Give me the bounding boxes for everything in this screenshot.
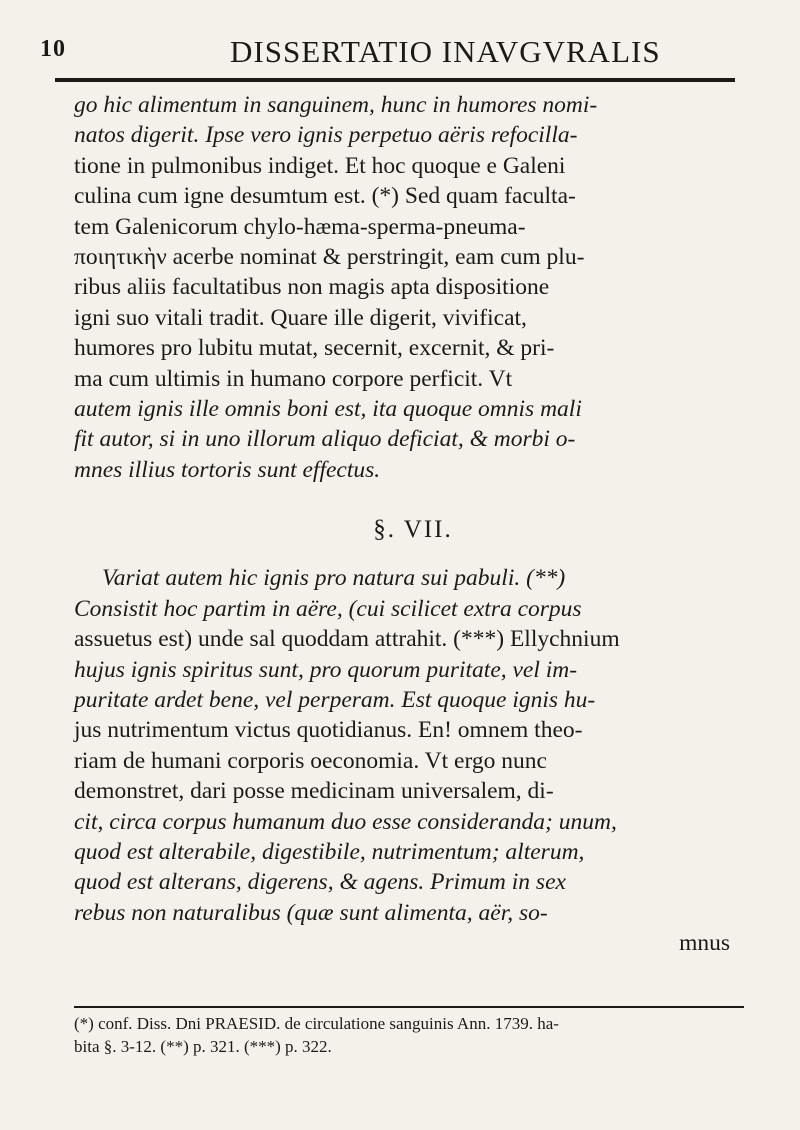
footnote-line: bita §. 3-12. (**) p. 321. (***) p. 322.: [74, 1037, 332, 1056]
page-number: 10: [40, 36, 66, 62]
text-line: Variat autem hic ignis pro natura sui pabuli. (**): [102, 565, 566, 592]
header-rule: [55, 78, 735, 82]
text-line: assuetus est) unde sal quoddam attrahit. (***) Ellychnium: [74, 626, 620, 653]
page-header: [40, 36, 760, 76]
text-line: ποιητικὴν acerbe nominat & perstringit, eam cum plu-: [74, 243, 585, 270]
text-line: mnes illius tortoris sunt effectus.: [74, 456, 381, 483]
text-line: demonstret, dari posse medicinam universalem, di-: [74, 778, 554, 805]
footnotes: [74, 1012, 744, 1058]
text-line: tem Galenicorum chylo-hæma-sperma-pneuma-: [74, 213, 526, 240]
running-title: DISSERTATIO INAVGVRALIS: [230, 34, 661, 69]
text-line: cit, circa corpus humanum duo esse consideranda; unum,: [74, 808, 617, 835]
text-line: jus nutrimentum victus quotidianus. En! omnem theo-: [74, 717, 583, 744]
text-line: puritate ardet bene, vel perperam. Est quoque ignis hu-: [74, 687, 596, 714]
text-line: autem ignis ille omnis boni est, ita quoque omnis mali: [74, 395, 582, 422]
text-line: fit autor, si in uno illorum aliquo deficiat, & morbi o-: [74, 426, 576, 453]
text-line: Consistit hoc partim in aëre, (cui scilicet extra corpus: [74, 595, 582, 622]
spacer: [74, 545, 742, 563]
text-line: igni suo vitali tradit. Quare ille digerit, vivificat,: [74, 304, 527, 331]
catchword: mnus: [679, 930, 730, 957]
section-heading: §. VII.: [373, 516, 453, 544]
text-line: go hic alimentum in sanguinem, hunc in humores nomi-: [74, 92, 598, 118]
spacer: [74, 485, 742, 515]
text-line: ribus aliis facultatibus non magis apta dispositione: [74, 274, 550, 301]
text-line: culina cum igne desumtum est. (*) Sed quam faculta-: [74, 183, 576, 210]
text-line: ma cum ultimis in humano corpore perficit. Vt: [74, 365, 513, 392]
text-line: humores pro lubitu mutat, secernit, excernit, & pri-: [74, 335, 555, 362]
text-line: hujus ignis spiritus sunt, pro quorum puritate, vel im-: [74, 656, 578, 683]
text-line: riam de humani corporis oeconomia. Vt ergo nunc: [74, 747, 547, 774]
text-line: rebus non naturalibus (quæ sunt alimenta, aër, so-: [74, 899, 548, 926]
footnote-line: (*) conf. Diss. Dni PRAESID. de circulatione sanguinis Ann. 1739. ha-: [74, 1014, 559, 1033]
text-line: tione in pulmonibus indiget. Et hoc quoque e Galeni: [74, 152, 566, 179]
footnote-rule: [74, 1006, 744, 1008]
text-line: natos digerit. Ipse vero ignis perpetuo aëris refocilla-: [74, 122, 578, 149]
text-line: quod est alterans, digerens, & agens. Primum in sex: [74, 869, 566, 896]
main-text: [74, 90, 742, 959]
text-line: quod est alterabile, digestibile, nutrimentum; alterum,: [74, 838, 585, 865]
